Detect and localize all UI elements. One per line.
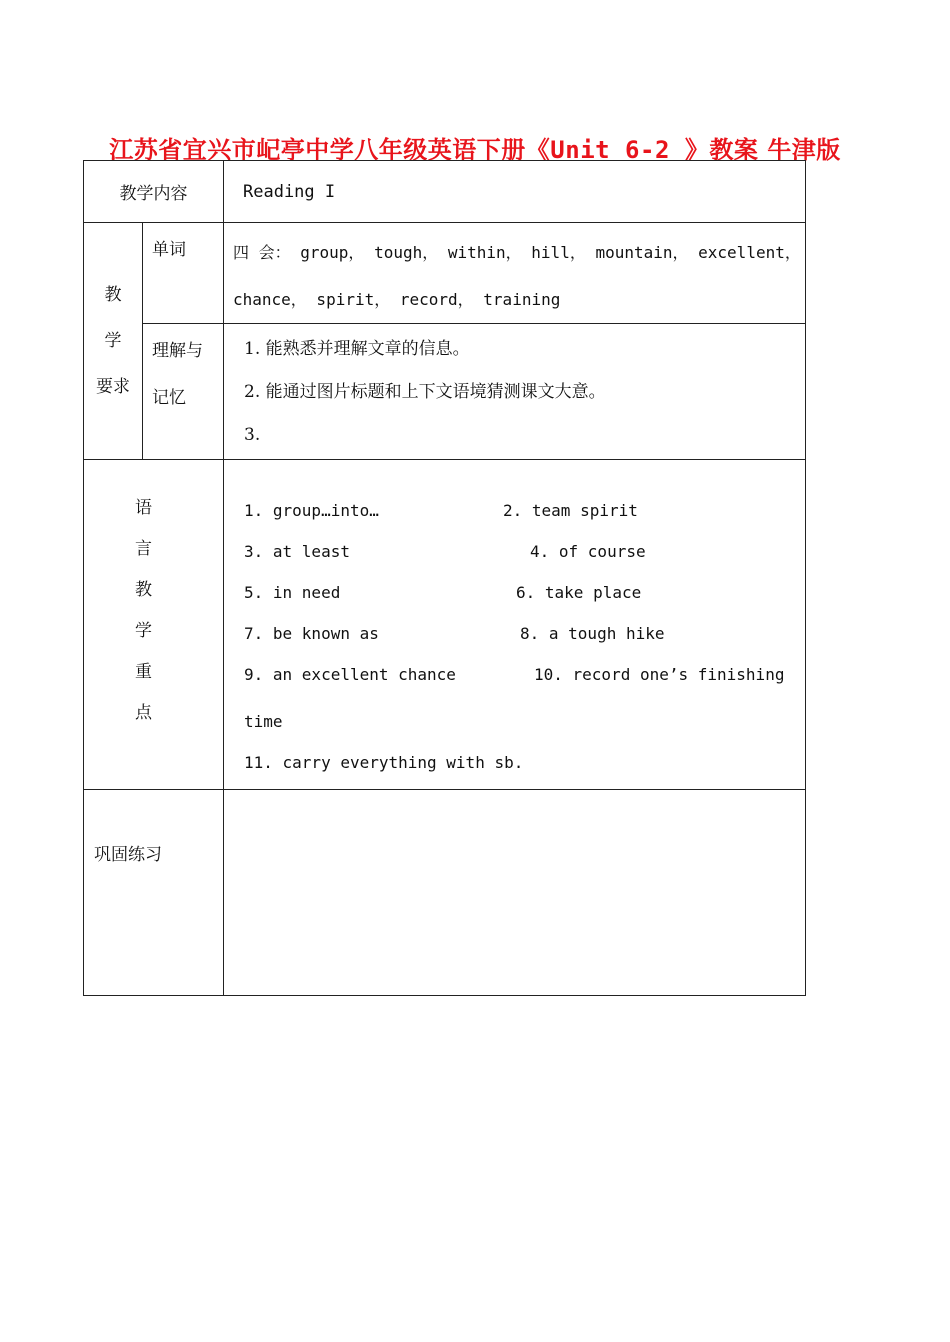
list-item: 1. 能熟悉并理解文章的信息。 — [244, 339, 470, 359]
list-item: 5. in need 6. take place — [244, 583, 642, 602]
list-item: 11. carry everything with sb. — [244, 753, 524, 772]
list-item: 9. an excellent chance 10. record one’s finishing — [244, 665, 785, 684]
content-row — [84, 161, 806, 223]
list-item: 2. 能通过图片标题和上下文语境猜测课文大意。 — [244, 382, 606, 402]
practice-content — [224, 790, 806, 996]
understanding-row — [84, 324, 806, 460]
understanding-label: 理解与 记忆 — [143, 324, 224, 460]
list-item: 7. be known as 8. a tough hike — [244, 624, 665, 643]
list-item: 1. group…into… 2. team spirit — [244, 501, 638, 520]
content-value: Reading I — [224, 161, 806, 223]
focus-label: 语 言 教 学 重 点 — [84, 460, 224, 790]
practice-label: 巩固练习 — [84, 790, 224, 996]
words-row — [84, 223, 806, 324]
understanding-items — [224, 324, 806, 460]
focus-content: 1. group…into… 2. team spirit 3. at least 4. of course 5. in need 6. take place 7. be known as 8. a tough hike 9. an excellent chance 10. record one’s finishing time 11. carry everything with sb. — [224, 460, 806, 790]
focus-row — [84, 460, 806, 790]
lesson-plan-table — [83, 160, 806, 996]
words-content: 四 会： group， tough， within， hill， mountain， excellent， chance， spirit， record， training — [224, 223, 806, 324]
list-item: 3. at least 4. of course — [244, 542, 646, 561]
requirements-label: 教 学 要求 — [84, 223, 143, 460]
list-item: 3. — [244, 425, 261, 445]
words-label: 单词 — [143, 223, 224, 324]
practice-row — [84, 790, 806, 996]
document-title: 江苏省宜兴市屺亭中学八年级英语下册《Unit 6-2 》教案 牛津版 — [109, 135, 841, 164]
content-label: 教学内容 — [84, 161, 224, 223]
